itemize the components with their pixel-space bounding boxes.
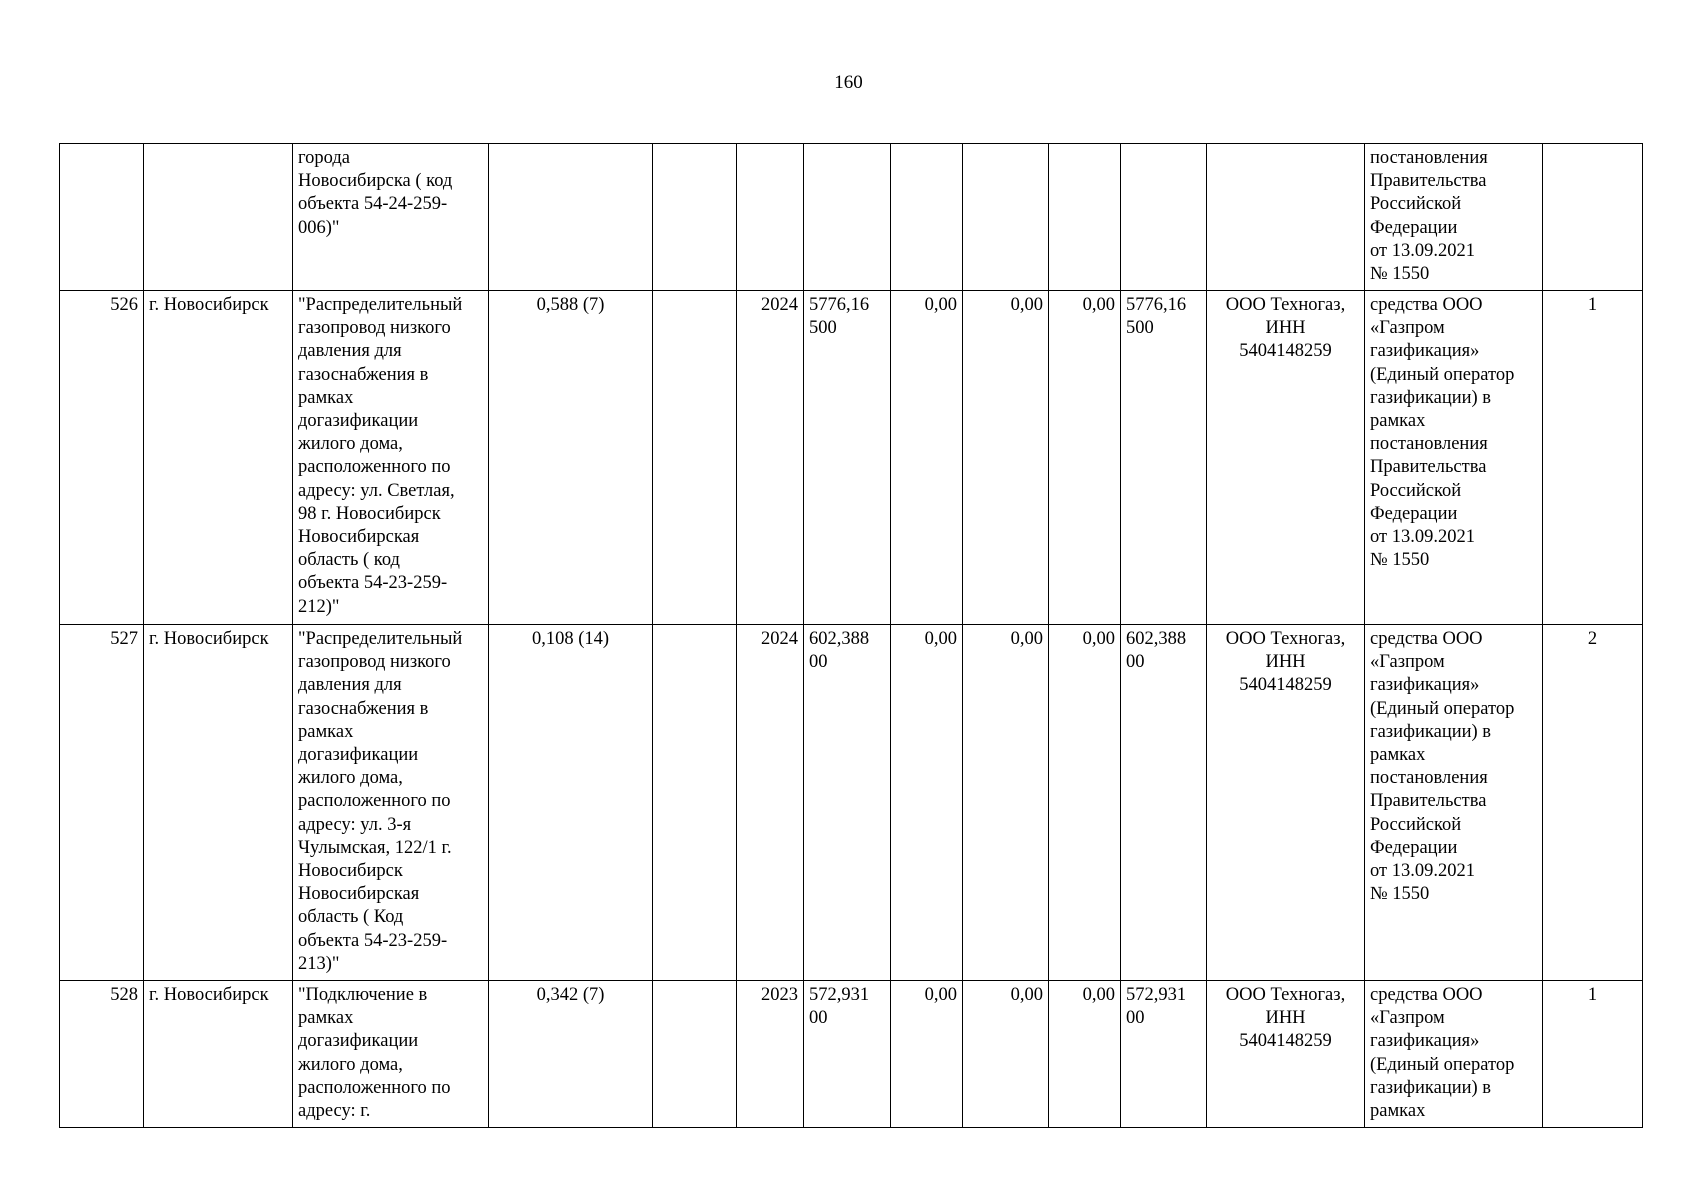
- cell-text-line: 5776,16: [809, 295, 870, 315]
- cell-text-line: газопровод низкого: [298, 652, 451, 673]
- cell-text-line: 006)": [298, 217, 340, 238]
- cell-text-line: расположенного по: [298, 1077, 451, 1098]
- cell-text-line: постановления: [1370, 768, 1488, 789]
- cell-other-sources: [1121, 291, 1207, 625]
- cell-text-line: Правительства: [1370, 171, 1487, 192]
- cell-text-line: 00: [809, 1008, 828, 1029]
- cell-text-line: газификация»: [1370, 341, 1480, 362]
- cell-financing-source: [1365, 291, 1543, 625]
- cell-last-column: 1: [1543, 291, 1643, 625]
- cell-text-line: газификации) в: [1370, 721, 1492, 742]
- cell-text-line: рамках: [298, 721, 354, 742]
- cell-text-line: Правительства: [1370, 457, 1487, 478]
- cell-text-line: ИНН: [1265, 652, 1306, 673]
- cell-last-column: 1: [1543, 981, 1643, 1128]
- cell-text-line: догазификации: [298, 1031, 419, 1052]
- cell-text-line: «Газпром: [1370, 652, 1445, 673]
- cell-text-line: постановления: [1370, 148, 1488, 168]
- cell-length: [489, 144, 653, 291]
- cell-text-line: 00: [1126, 1008, 1145, 1029]
- cell-length: 0,588 (7): [489, 291, 653, 625]
- cell-text-line: от 13.09.2021: [1370, 861, 1475, 882]
- cell-length: 0,342 (7): [489, 981, 653, 1128]
- cell-text-line: 5776,16: [1126, 295, 1187, 315]
- cell-text-line: 572,931: [1126, 985, 1187, 1005]
- cell-text-line: расположенного по: [298, 457, 451, 478]
- cell-text-line: ИНН: [1265, 318, 1306, 339]
- cell-text-line: № 1550: [1370, 884, 1430, 905]
- cell-text-line: Новосибирская: [298, 884, 420, 905]
- cell-text-line: газоснабжения в: [298, 364, 429, 385]
- cell-text-line: Российской: [1370, 814, 1462, 835]
- cell-text-line: Российской: [1370, 480, 1462, 501]
- cell-text-line: жилого дома,: [298, 768, 403, 789]
- cell-text-line: от 13.09.2021: [1370, 527, 1475, 548]
- cell-text-line: средства ООО: [1370, 629, 1483, 649]
- cell-year: 2024: [737, 625, 804, 981]
- cell-text-line: догазификации: [298, 745, 419, 766]
- cell-last-column: [1543, 144, 1643, 291]
- cell-cost-1: [891, 144, 963, 291]
- cell-financing-source: [1365, 625, 1543, 981]
- cell-text-line: жилого дома,: [298, 434, 403, 455]
- cell-cost-3: 0,00: [1049, 981, 1121, 1128]
- cell-text-line: 602,388: [809, 629, 870, 649]
- cell-text-line: 98 г. Новосибирск: [298, 503, 441, 524]
- cell-settlement: г. Новосибирск: [144, 625, 293, 981]
- cell-text-line: газификация»: [1370, 675, 1480, 696]
- investment-program-table: [59, 143, 1643, 1128]
- cell-text-line: от 13.09.2021: [1370, 240, 1475, 261]
- cell-total-cost: [804, 625, 891, 981]
- cell-object-name: [293, 981, 489, 1128]
- cell-text-line: жилого дома,: [298, 1054, 403, 1075]
- cell-settlement: г. Новосибирск: [144, 291, 293, 625]
- cell-text-line: 00: [1126, 652, 1145, 673]
- cell-text-line: № 1550: [1370, 264, 1430, 285]
- cell-text-line: «Газпром: [1370, 1008, 1445, 1029]
- cell-text-line: Правительства: [1370, 791, 1487, 812]
- cell-text-line: Российской: [1370, 194, 1462, 215]
- cell-text-line: (Единый оператор: [1370, 364, 1515, 385]
- cell-text-line: "Подключение в: [298, 985, 428, 1005]
- cell-cost-3: [1049, 144, 1121, 291]
- cell-text-line: Новосибирск: [298, 861, 403, 882]
- cell-cost-1: 0,00: [891, 291, 963, 625]
- cell-empty: [653, 291, 737, 625]
- cell-object-name: [293, 625, 489, 981]
- table-row: [60, 144, 1643, 291]
- cell-text-line: газопровод низкого: [298, 318, 451, 339]
- cell-text-line: адресу: ул. 3-я: [298, 814, 412, 835]
- cell-text-line: 5404148259: [1239, 341, 1332, 362]
- cell-text-line: (Единый оператор: [1370, 698, 1515, 719]
- cell-text-line: Федерации: [1370, 503, 1458, 524]
- cell-financing-source: [1365, 144, 1543, 291]
- cell-settlement: [144, 144, 293, 291]
- cell-text-line: рамках: [1370, 745, 1426, 766]
- cell-text-line: рамках: [298, 1008, 354, 1029]
- cell-other-sources: [1121, 981, 1207, 1128]
- cell-text-line: 602,388: [1126, 629, 1187, 649]
- cell-text-line: адресу: г.: [298, 1101, 371, 1122]
- cell-text-line: ООО Техногаз,: [1225, 629, 1346, 649]
- cell-text-line: объекта 54-23-259-: [298, 930, 448, 951]
- cell-text-line: "Распределительный: [298, 629, 463, 649]
- cell-text-line: рамках: [298, 387, 354, 408]
- cell-text-line: постановления: [1370, 434, 1488, 455]
- cell-text-line: ООО Техногаз,: [1225, 985, 1346, 1005]
- cell-text-line: ИНН: [1265, 1008, 1306, 1029]
- cell-text-line: 213)": [298, 953, 340, 974]
- cell-executor: [1207, 144, 1365, 291]
- cell-empty: [653, 625, 737, 981]
- cell-text-line: 212)": [298, 596, 340, 617]
- cell-executor: [1207, 981, 1365, 1128]
- cell-text-line: объекта 54-23-259-: [298, 573, 448, 594]
- cell-object-name: [293, 144, 489, 291]
- table-row: [60, 625, 1643, 981]
- cell-text-line: Чулымская, 122/1 г.: [298, 837, 452, 858]
- cell-text-line: "Распределительный: [298, 295, 463, 315]
- cell-total-cost: [804, 144, 891, 291]
- cell-empty: [653, 981, 737, 1128]
- cell-text-line: газификации) в: [1370, 1077, 1492, 1098]
- cell-text-line: 500: [1126, 318, 1154, 339]
- table-row: [60, 981, 1643, 1128]
- cell-executor: [1207, 625, 1365, 981]
- cell-row-number: 526: [60, 291, 144, 625]
- cell-other-sources: [1121, 625, 1207, 981]
- table-row: [60, 291, 1643, 625]
- cell-settlement: г. Новосибирск: [144, 981, 293, 1128]
- cell-text-line: 5404148259: [1239, 675, 1332, 696]
- cell-text-line: (Единый оператор: [1370, 1054, 1515, 1075]
- cell-text-line: газификация»: [1370, 1031, 1480, 1052]
- cell-text-line: 5404148259: [1239, 1031, 1332, 1052]
- cell-total-cost: [804, 291, 891, 625]
- cell-cost-2: 0,00: [963, 625, 1049, 981]
- cell-text-line: средства ООО: [1370, 295, 1483, 315]
- cell-text-line: ООО Техногаз,: [1225, 295, 1346, 315]
- cell-empty: [653, 144, 737, 291]
- cell-text-line: газификации) в: [1370, 387, 1492, 408]
- cell-text-line: 500: [809, 318, 837, 339]
- cell-text-line: расположенного по: [298, 791, 451, 812]
- cell-total-cost: [804, 981, 891, 1128]
- cell-text-line: давления для: [298, 341, 402, 362]
- cell-row-number: 528: [60, 981, 144, 1128]
- cell-text-line: область ( Код: [298, 907, 404, 928]
- cell-cost-1: 0,00: [891, 625, 963, 981]
- page-number: 160: [834, 72, 863, 93]
- cell-text-line: Федерации: [1370, 217, 1458, 238]
- cell-text-line: область ( код: [298, 550, 400, 571]
- cell-cost-3: 0,00: [1049, 291, 1121, 625]
- cell-text-line: средства ООО: [1370, 985, 1483, 1005]
- cell-executor: [1207, 291, 1365, 625]
- cell-last-column: 2: [1543, 625, 1643, 981]
- cell-cost-1: 0,00: [891, 981, 963, 1128]
- cell-cost-2: 0,00: [963, 291, 1049, 625]
- cell-text-line: рамках: [1370, 411, 1426, 432]
- cell-year: [737, 144, 804, 291]
- cell-object-name: [293, 291, 489, 625]
- cell-row-number: 527: [60, 625, 144, 981]
- cell-text-line: объекта 54-24-259-: [298, 194, 448, 215]
- cell-text-line: рамках: [1370, 1101, 1426, 1122]
- cell-text-line: адресу: ул. Светлая,: [298, 480, 455, 501]
- cell-year: 2023: [737, 981, 804, 1128]
- cell-text-line: догазификации: [298, 411, 419, 432]
- cell-text-line: «Газпром: [1370, 318, 1445, 339]
- cell-length: 0,108 (14): [489, 625, 653, 981]
- cell-year: 2024: [737, 291, 804, 625]
- table-body: [60, 144, 1643, 1128]
- cell-text-line: города: [298, 148, 350, 168]
- cell-text-line: Новосибирская: [298, 527, 420, 548]
- cell-row-number: [60, 144, 144, 291]
- cell-text-line: Федерации: [1370, 837, 1458, 858]
- cell-financing-source: [1365, 981, 1543, 1128]
- cell-text-line: Новосибирска ( код: [298, 171, 453, 192]
- cell-cost-2: 0,00: [963, 981, 1049, 1128]
- cell-other-sources: [1121, 144, 1207, 291]
- cell-text-line: давления для: [298, 675, 402, 696]
- cell-text-line: 572,931: [809, 985, 870, 1005]
- cell-text-line: 00: [809, 652, 828, 673]
- cell-cost-3: 0,00: [1049, 625, 1121, 981]
- cell-text-line: № 1550: [1370, 550, 1430, 571]
- cell-text-line: газоснабжения в: [298, 698, 429, 719]
- cell-cost-2: [963, 144, 1049, 291]
